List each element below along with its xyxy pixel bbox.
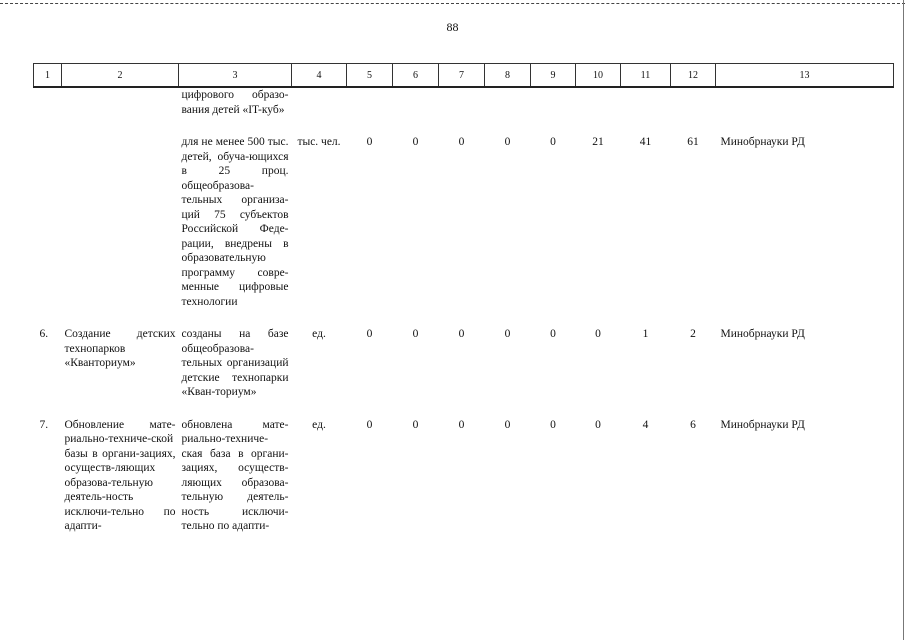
value-cell [671, 87, 716, 117]
value-cell: 21 [592, 136, 604, 148]
column-header: 13 [716, 64, 894, 88]
table-row [34, 87, 894, 117]
value-cell: 0 [412, 328, 419, 340]
row-number [34, 135, 62, 309]
measure-name: Создание детских технопарков «Кванториум» [64, 328, 176, 369]
responsible-org: Минобрнауки РД [720, 418, 805, 431]
table-row [34, 418, 894, 534]
column-header: 11 [621, 64, 671, 88]
row-gap [34, 117, 894, 135]
value-cell: 0 [595, 328, 601, 340]
value-cell [621, 87, 671, 117]
measure-name: Обновление мате-риально-техниче-ской базы в органи-зациях, осуществ-ляющих образова-тельную деятель-ность исключи-тельно по адапти- [64, 418, 176, 532]
value-cell [576, 87, 621, 117]
column-header: 10 [576, 64, 621, 88]
value-cell: 0 [550, 136, 556, 148]
result-description: созданы на базе общеобразова-тельных организаций детские технопарки «Кван-ториум» [181, 328, 289, 398]
page-number: 88 [446, 20, 459, 34]
column-header: 8 [485, 64, 531, 88]
row-number: 6. [39, 328, 49, 340]
column-header: 6 [393, 64, 439, 88]
unit: тыс. чел. [297, 136, 341, 148]
value-cell: 0 [504, 328, 511, 340]
value-cell [439, 87, 485, 117]
value-cell [393, 87, 439, 117]
value-cell: 1 [642, 328, 649, 340]
row-number [34, 87, 62, 117]
value-cell: 0 [412, 136, 419, 148]
responsible-org: Минобрнауки РД [720, 136, 805, 148]
indicators-table [33, 63, 894, 534]
column-header: 5 [347, 64, 393, 88]
unit [292, 87, 347, 117]
row-gap [34, 400, 894, 418]
value-cell: 0 [458, 328, 465, 340]
table-row [34, 327, 894, 400]
value-cell: 4 [642, 418, 649, 431]
value-cell [531, 87, 576, 117]
value-cell: 0 [366, 136, 373, 148]
value-cell: 0 [504, 136, 511, 148]
result-description: для не менее 500 тыс. детей, обуча-ющихся в 25 проц. общеобразова-тельных организа-ций 75 субъектов Российской Феде-рации, внедрены в образовательную программу совре-менные цифровые технологии [181, 136, 289, 308]
right-scan-rule [903, 0, 904, 640]
measure-name [62, 135, 179, 309]
value-cell: 0 [366, 418, 373, 431]
value-cell: 0 [458, 418, 465, 431]
value-cell: 0 [550, 328, 556, 340]
value-cell [347, 87, 393, 117]
responsible-org: Минобрнауки РД [720, 328, 805, 340]
column-header: 9 [531, 64, 576, 88]
column-header: 12 [671, 64, 716, 88]
table-header-row [34, 64, 894, 88]
responsible-org [716, 87, 894, 117]
measure-name [62, 87, 179, 117]
value-cell: 0 [504, 418, 511, 431]
unit: ед. [312, 328, 326, 340]
row-number: 7. [39, 418, 49, 431]
unit: ед. [312, 418, 326, 431]
value-cell: 0 [366, 328, 373, 340]
value-cell [485, 87, 531, 117]
result-description: цифрового образо-вания детей «IT-куб» [181, 89, 289, 116]
value-cell: 0 [412, 418, 419, 431]
value-cell: 61 [687, 136, 699, 148]
table-row [34, 135, 894, 309]
column-header: 1 [34, 64, 62, 88]
value-cell: 0 [550, 418, 556, 431]
row-gap [34, 309, 894, 327]
column-header: 2 [62, 64, 179, 88]
value-cell: 0 [458, 136, 465, 148]
result-description: обновлена мате-риально-техниче-ская база в органи-зациях, осуществ-ляющих образова-тельную деятель-ность исключи-тельно по адапти- [181, 418, 289, 532]
value-cell: 2 [690, 328, 696, 340]
value-cell: 6 [690, 418, 696, 431]
column-header: 4 [292, 64, 347, 88]
column-header: 3 [179, 64, 292, 88]
column-header: 7 [439, 64, 485, 88]
top-scan-rule [0, 3, 905, 4]
value-cell: 41 [639, 136, 652, 148]
value-cell: 0 [595, 418, 601, 431]
